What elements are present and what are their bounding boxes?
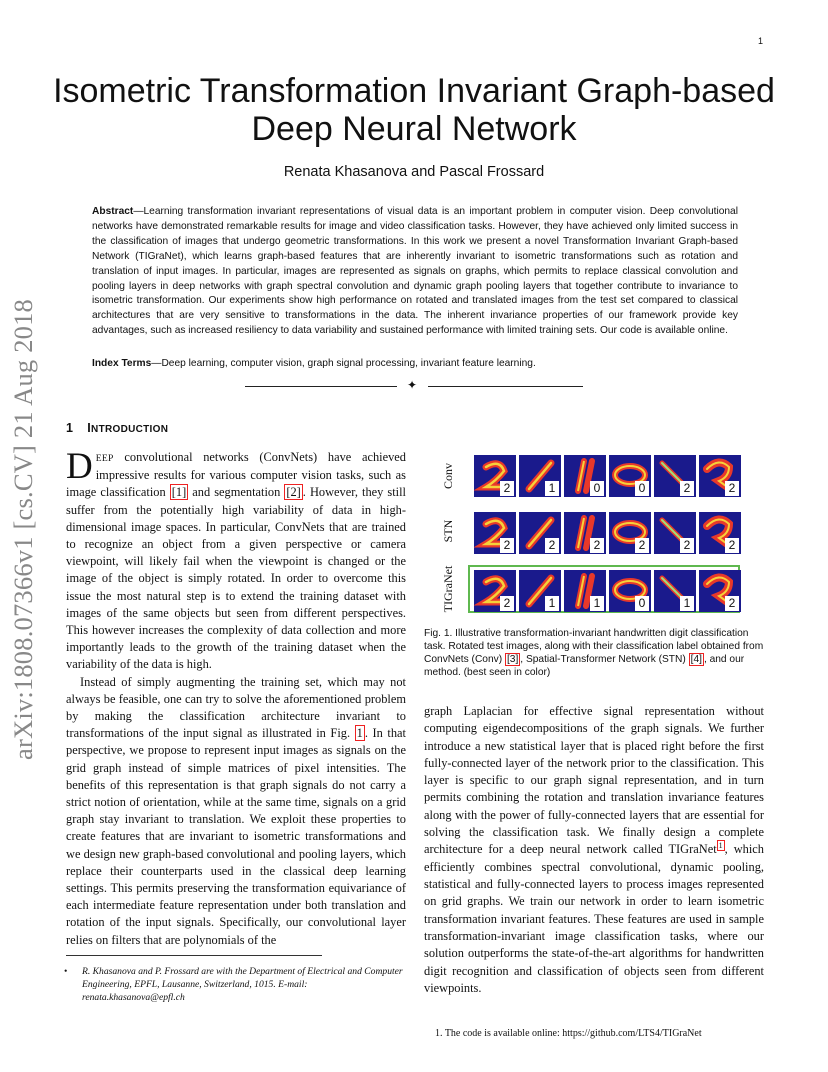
abstract xyxy=(92,205,738,339)
row-label-tigranet: TIGraNet xyxy=(441,565,455,613)
right-text-a: graph Laplacian for effective signal representation without computing eigendecompositions of the graph signals. We further introduce a new statistical layer that is placed right before the first fully-connected layer of the network prior to the classification. This layer is specific to our graph signal representation, and in turn permits combining the rotation and translation invariance features along with the power of fully-connected layers that are essential for solving the classification task. We finally design a complete architecture for a deep neural network called TIGraNet xyxy=(424,704,764,857)
section-heading xyxy=(66,421,168,435)
prediction-label: 1 xyxy=(680,596,694,611)
digit-tile-conv-4 xyxy=(609,455,651,497)
title-line-2: Deep Neural Network xyxy=(251,110,577,148)
abstract-label: Abstract xyxy=(92,206,134,217)
prediction-label: 2 xyxy=(680,538,694,553)
digit-tile-conv-5 xyxy=(654,455,696,497)
digit-tile-tigranet-6 xyxy=(699,570,741,612)
intro-p1-b: and segmentation xyxy=(188,485,285,500)
prediction-label: 2 xyxy=(500,538,514,553)
footnote-text: R. Khasanova and P. Frossard are with the Department of Electrical and Computer Engineering, EPFL, Lausanne, Switzerland, 1015. E-mail: renata.khasanova@epfl.ch xyxy=(82,966,403,1003)
section-number: 1 xyxy=(66,421,74,435)
intro-p2-a: Instead of simply augmenting the training set, which may not always be feasible, one can try to solve the aforementioned problem by making the classification architecture invariant to transformations of the input signal as illustrated in Fig. xyxy=(66,674,406,741)
first-word-rest: EEP xyxy=(95,453,114,464)
section-title-rest: NTRODUCTION xyxy=(91,424,169,435)
divider-star-icon: ✦ xyxy=(407,378,418,392)
title-line-1: Isometric Transformation Invariant Graph-based xyxy=(53,72,775,110)
prediction-label: 2 xyxy=(590,538,604,553)
right-text-b: , which efficiently combines spectral convolutional, dynamic pooling, statistical and fully-connected layers to process images represented on grid graphs. We train our network in order to learn isometric transformation invariant features. These features are used in sample transformation-invariant image classification tasks, where our solution outperforms the state-of-the-art algorithms for handwritten digit recognition and classification of objects seen from different viewpoints. xyxy=(424,842,764,995)
prediction-label: 0 xyxy=(590,481,604,496)
footnote-bullet: • xyxy=(64,966,68,977)
intro-paragraph-1 xyxy=(66,446,406,674)
citation-link-1[interactable]: [1] xyxy=(171,485,187,500)
divider-line-right xyxy=(428,386,583,387)
row-label-stn: STN xyxy=(441,519,455,543)
figure-caption xyxy=(424,628,764,680)
digit-tile-conv-3 xyxy=(564,455,606,497)
prediction-label: 0 xyxy=(635,596,649,611)
prediction-label: 1 xyxy=(545,481,559,496)
digit-tile-tigranet-4 xyxy=(609,570,651,612)
divider-line-left xyxy=(245,386,397,387)
authors: Renata Khasanova and Pascal Frossard xyxy=(283,164,545,180)
digit-tile-tigranet-5 xyxy=(654,570,696,612)
code-footnote: 1. The code is available online: https://github.com/LTS4/TIGraNet xyxy=(435,1028,702,1039)
prediction-label: 2 xyxy=(545,538,559,553)
footnote-marker-1[interactable]: 1 xyxy=(718,841,723,851)
caption-c: , and our method. (best seen in color) xyxy=(424,653,745,678)
digit-tile-stn-4 xyxy=(609,512,651,554)
prediction-label: 1 xyxy=(590,596,604,611)
intro-paragraph-2 xyxy=(66,674,406,949)
digit-tile-stn-6 xyxy=(699,512,741,554)
row-label-conv: Conv xyxy=(441,463,455,490)
abstract-text: —Learning transformation invariant representations of visual data is an important problem in computer vision. Deep convolutional networks have demonstrated remarkable results for image and video classification tasks. However, they have achieved only limited success in the classification of images that undergo geometric transformations. In this work we present a novel Transformation Invariant Graph-based Network (TIGraNet), which learns graph-based features that are inherently invariant to isometric transformations such as rotation and translation of input images. In particular, images are represented as signals on graphs, which permits to replace classical convolution and pooling layers in deep networks with graph spectral convolution and dynamic graph pooling layers that together contribute to invariance to isometric transformation. Our experiments show high performance on rotated and translated images from the test set compared to classical architectures that are very sensitive to transformations in the data. The inherent invariance properties of our framework provide key advantages, such as increased resiliency to data variability and sustained performance with limited training sets. Our code is available online. xyxy=(92,206,738,337)
prediction-label: 0 xyxy=(635,481,649,496)
caption-b: , Spatial-Transformer Network (STN) xyxy=(520,653,689,665)
prediction-label: 2 xyxy=(725,596,739,611)
caption-a: Fig. 1. Illustrative transformation-invariant handwritten digit classification task. Rotated test images, along with their classification label obtained from ConvNets (Conv) xyxy=(424,628,764,665)
digit-tile-stn-5 xyxy=(654,512,696,554)
right-paragraph xyxy=(424,703,764,997)
digit-tile-stn-2 xyxy=(519,512,561,554)
digit-tile-stn-3 xyxy=(564,512,606,554)
prediction-label: 2 xyxy=(680,481,694,496)
prediction-label: 1 xyxy=(545,596,559,611)
drop-cap: D xyxy=(66,446,93,487)
index-terms xyxy=(92,358,738,369)
caption-citation-3[interactable]: [3] xyxy=(506,653,519,665)
digit-tile-conv-6 xyxy=(699,455,741,497)
intro-right-column xyxy=(424,703,764,997)
digit-tile-tigranet-2 xyxy=(519,570,561,612)
digit-tile-conv-2 xyxy=(519,455,561,497)
footnote-rule xyxy=(66,955,322,956)
digit-tile-stn-1 xyxy=(474,512,516,554)
prediction-label: 2 xyxy=(725,481,739,496)
digit-tile-tigranet-3 xyxy=(564,570,606,612)
index-terms-label: Index Terms xyxy=(92,358,152,369)
prediction-label: 2 xyxy=(500,596,514,611)
prediction-label: 2 xyxy=(725,538,739,553)
page-number: 1 xyxy=(758,36,764,46)
digit-tile-tigranet-1 xyxy=(474,570,516,612)
intro-p1-a: convolutional networks (ConvNets) have achieved impressive results for various computer vision tasks, such as image classification xyxy=(66,450,406,500)
digit-tile-conv-1 xyxy=(474,455,516,497)
figure-link-1[interactable]: 1 xyxy=(356,726,363,741)
intro-left-column xyxy=(66,446,406,949)
caption-citation-4[interactable]: [4] xyxy=(690,653,702,665)
arxiv-stamp: arXiv:1808.07366v1 [cs.CV] 21 Aug 2018 xyxy=(8,298,38,760)
affiliation-footnote xyxy=(66,966,411,1004)
section-title-first: I xyxy=(87,421,92,435)
prediction-label: 2 xyxy=(635,538,649,553)
prediction-label: 2 xyxy=(500,481,514,496)
intro-p2-b: . In that perspective, we propose to represent input images as signals on the grid graph instead of simple matrices of pixel intensities. The benefits of this representation is that graph signals do not carry a strict notion of orientation, while at the same time, signals on a grid graph stay invariant to translation. We exploit these properties to create features that are invariant to isometric transformations and we design new graph-based convolutional and pooling layers, which replace their counterparts used in the classical deep learning settings. This permits preserving the transformation equivariance of each intermediate feature representation under both translation and rotation of the input signals. Specifically, our convolutional layer relies on filters that are polynomials of the xyxy=(66,726,406,947)
citation-link-2[interactable]: [2] xyxy=(286,485,301,500)
intro-p1-c: . However, they still suffer from the potentially high variability of data in high-dimensional image spaces. In particular, ConvNets that are trained to recognize an object from a given perspective or camera viewpoint, will likely fail when the viewpoint is changed or the image of the object is simply rotated. In order to overcome this issue the most natural step is to extend the training dataset with images of the same objects but seen from different perspectives. This however increases the complexity of data collection and more importantly leads to the growth of the training dataset when the variability of the data is high. xyxy=(66,485,406,672)
index-terms-text: —Deep learning, computer vision, graph signal processing, invariant feature learning. xyxy=(151,358,536,369)
paper-title xyxy=(40,72,788,148)
